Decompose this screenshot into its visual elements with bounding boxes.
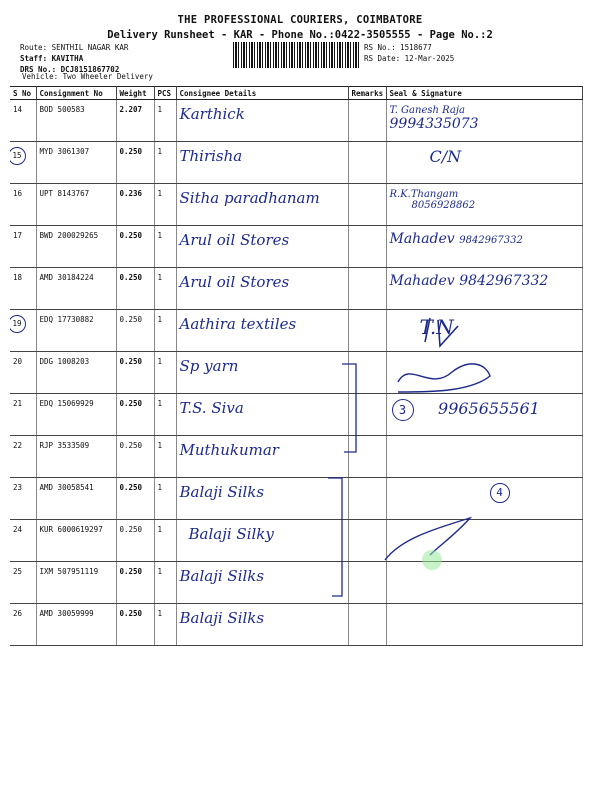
seal-name: Mahadev [389, 231, 455, 247]
seal-name: T.N [419, 315, 454, 339]
cell-seal [386, 436, 582, 478]
cell-consignment: EDQ 15069929 [36, 394, 116, 436]
table-row [10, 520, 582, 562]
cell-sno: 26 [10, 604, 36, 646]
cell-weight: 0.250 [116, 310, 154, 352]
cell-sno [10, 142, 36, 184]
cell-weight: 0.250 [116, 268, 154, 310]
seal-phone: 9842967332 [459, 235, 523, 246]
cell-consignee: Muthukumar [176, 436, 348, 478]
cell-weight: 0.250 [116, 478, 154, 520]
cell-seal [386, 310, 582, 352]
table-row [10, 142, 582, 184]
table-row [10, 184, 582, 226]
cell-sno: 21 [10, 394, 36, 436]
cell-seal [386, 226, 582, 268]
cell-remarks [348, 394, 386, 436]
seal-phone: 8056928862 [411, 200, 476, 211]
cell-sno [10, 310, 36, 352]
cell-consignment: DDG 1008203 [36, 352, 116, 394]
cell-consignment: RJP 3533509 [36, 436, 116, 478]
cell-pcs: 1 [154, 226, 176, 268]
rs-date-label: RS Date: 12-Mar-2025 [364, 54, 455, 63]
cell-pcs: 1 [154, 436, 176, 478]
cell-weight: 0.250 [116, 520, 154, 562]
cell-consignment: IXM 507951119 [36, 562, 116, 604]
cell-seal [386, 562, 582, 604]
cell-consignee: Arul oil Stores [176, 226, 348, 268]
seal-name: 4 [490, 483, 510, 503]
cell-consignee: Balaji Silks [176, 562, 348, 604]
cell-remarks [348, 520, 386, 562]
cell-sno: 18 [10, 268, 36, 310]
cell-pcs: 1 [154, 562, 176, 604]
cell-consignment: MYD 3061307 [36, 142, 116, 184]
cell-consignment: EDQ 17730882 [36, 310, 116, 352]
cell-pcs: 1 [154, 100, 176, 142]
cell-seal [386, 100, 582, 142]
staff-label: Staff: KAVITHA [20, 54, 84, 63]
col-sno: S No [10, 87, 36, 100]
circled-sno: 15 [10, 147, 26, 165]
cell-consignee: Arul oil Stores [176, 268, 348, 310]
cell-pcs: 1 [154, 184, 176, 226]
cell-seal [386, 268, 582, 310]
cell-seal [386, 394, 582, 436]
cell-consignment: KUR 6000619297 [36, 520, 116, 562]
cell-pcs: 1 [154, 310, 176, 352]
cell-consignee: Thirisha [176, 142, 348, 184]
col-consignment: Consignment No [36, 87, 116, 100]
cell-sno: 17 [10, 226, 36, 268]
header-right-block [364, 42, 454, 64]
barcode-image [233, 42, 359, 68]
runsheet-subtitle: Delivery Runsheet - KAR - Phone No.:0422-3505555 - Page No.:2 [107, 29, 493, 41]
table-row [10, 310, 582, 352]
cell-seal [386, 478, 582, 520]
seal-name: C/N [429, 147, 462, 166]
seal-phone: 9994335073 [389, 116, 479, 132]
cell-consignment: AMD 30059999 [36, 604, 116, 646]
table-header-row [10, 87, 582, 100]
cell-weight: 0.250 [116, 352, 154, 394]
cell-consignee: Sp yarn [176, 352, 348, 394]
cell-consignment: AMD 30184224 [36, 268, 116, 310]
cell-sno: 16 [10, 184, 36, 226]
rs-no-label: RS No.: 1518677 [364, 43, 432, 52]
cell-consignee: Sitha paradhanam [176, 184, 348, 226]
cell-sno: 20 [10, 352, 36, 394]
company-title: THE PROFESSIONAL COURIERS, COIMBATORE [177, 14, 423, 26]
route-label: Route: SENTHIL NAGAR KAR [20, 43, 129, 52]
cell-remarks [348, 142, 386, 184]
cell-consignee: Karthick [176, 100, 348, 142]
cell-consignment: BWD 200029265 [36, 226, 116, 268]
cell-remarks [348, 268, 386, 310]
cell-remarks [348, 352, 386, 394]
seal-phone: 9965655561 [438, 399, 540, 418]
runsheet-table [10, 86, 583, 646]
col-pcs: PCS [154, 87, 176, 100]
cell-pcs: 1 [154, 352, 176, 394]
col-seal-signature: Seal & Signature [386, 87, 582, 100]
cell-pcs: 1 [154, 142, 176, 184]
seal-name: T. Ganesh Raja [389, 105, 465, 116]
drs-label: DRS No.: DCJ8151867702 [20, 65, 120, 74]
cell-remarks [348, 562, 386, 604]
cell-seal [386, 142, 582, 184]
cell-remarks [348, 100, 386, 142]
col-remarks: Remarks [348, 87, 386, 100]
cell-sno: 22 [10, 436, 36, 478]
cell-sno: 14 [10, 100, 36, 142]
cell-seal [386, 352, 582, 394]
circled-sno: 19 [10, 315, 26, 333]
cell-weight: 0.250 [116, 394, 154, 436]
cell-consignment: BOD 500583 [36, 100, 116, 142]
table-row [10, 562, 582, 604]
col-weight: Weight [116, 87, 154, 100]
vehicle-label: Vehicle: Two Wheeler Delivery [22, 72, 153, 81]
cell-weight: 0.250 [116, 142, 154, 184]
cell-sno: 25 [10, 562, 36, 604]
seal-name: Mahadev [389, 273, 455, 289]
table-row [10, 478, 582, 520]
header-left-block [20, 42, 128, 75]
table-row [10, 352, 582, 394]
cell-remarks [348, 604, 386, 646]
cell-seal [386, 184, 582, 226]
cell-consignment: AMD 30058541 [36, 478, 116, 520]
seal-name: R.K.Thangam [389, 189, 459, 200]
cell-consignee: Balaji Silky [176, 520, 348, 562]
table-row [10, 100, 582, 142]
seal-phone: 9842967332 [459, 273, 549, 289]
cell-sno: 24 [10, 520, 36, 562]
cell-consignment: UPT 8143767 [36, 184, 116, 226]
table-row [10, 226, 582, 268]
cell-pcs: 1 [154, 268, 176, 310]
cell-weight: 0.250 [116, 604, 154, 646]
table-row [10, 268, 582, 310]
cell-pcs: 1 [154, 478, 176, 520]
cell-seal [386, 604, 582, 646]
cell-consignee: Aathira textiles [176, 310, 348, 352]
cell-consignee: T.S. Siva [176, 394, 348, 436]
cell-remarks [348, 310, 386, 352]
cell-weight: 0.236 [116, 184, 154, 226]
table-row [10, 436, 582, 478]
col-consignee: Consignee Details [176, 87, 348, 100]
cell-weight: 0.250 [116, 226, 154, 268]
cell-weight: 0.250 [116, 436, 154, 478]
cell-sno: 23 [10, 478, 36, 520]
cell-remarks [348, 184, 386, 226]
cell-seal [386, 520, 582, 562]
cell-consignee: Balaji Silks [176, 478, 348, 520]
cell-pcs: 1 [154, 604, 176, 646]
cell-remarks [348, 226, 386, 268]
cell-weight: 0.250 [116, 562, 154, 604]
cell-weight: 2.207 [116, 100, 154, 142]
cell-remarks [348, 478, 386, 520]
cell-pcs: 1 [154, 520, 176, 562]
seal-name: 3 [392, 399, 414, 421]
cell-remarks [348, 436, 386, 478]
cell-pcs: 1 [154, 394, 176, 436]
cell-consignee: Balaji Silks [176, 604, 348, 646]
table-row [10, 394, 582, 436]
table-body [10, 100, 582, 646]
table-row [10, 604, 582, 646]
